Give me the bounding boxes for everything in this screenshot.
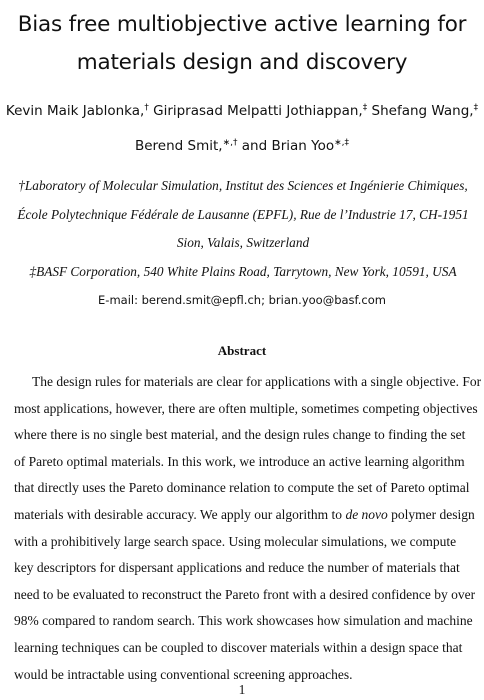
affiliation-mark: ‡ bbox=[473, 103, 479, 113]
abstract-emphasis: de novo bbox=[345, 506, 388, 522]
abstract-text: polymer design bbox=[387, 506, 475, 522]
abstract-line: with a prohibitively large search space. Using molecular simulations, we compute bbox=[14, 533, 457, 549]
abstract-line: learning techniques can be coupled to discover materials within a design space that bbox=[14, 639, 463, 655]
author-line-1 bbox=[0, 94, 484, 129]
author-list bbox=[0, 94, 484, 164]
abstract-line: key descriptors for dispersant applications and reduce the number of materials that bbox=[14, 560, 460, 576]
abstract-body bbox=[14, 369, 482, 688]
affiliation-mark: ∗,‡ bbox=[334, 138, 350, 148]
affiliation-basf: ‡BASF Corporation, 540 White Plains Road, Tarrytown, New York, 10591, USA bbox=[29, 263, 457, 279]
abstract-line: 98% compared to random search. This work showcases how simulation and machine bbox=[14, 613, 473, 629]
abstract-line: where there is no single best material, and the design rules change to finding the set bbox=[14, 427, 466, 443]
abstract-line bbox=[14, 502, 475, 529]
affiliation-mark: ‡ bbox=[362, 103, 368, 113]
affiliation-mark: ∗,† bbox=[222, 138, 238, 148]
author-name: and Brian Yoo bbox=[237, 138, 335, 154]
abstract-line: that directly uses the Pareto dominance relation to compute the set of Pareto optimal bbox=[14, 480, 470, 496]
abstract-line: most applications, however, there are often multiple, sometimes competing objectives bbox=[14, 400, 478, 416]
author-name: Shefang Wang, bbox=[367, 103, 474, 119]
page-number: 1 bbox=[238, 682, 246, 697]
affiliation-mark: † bbox=[144, 103, 149, 113]
contact-email: E-mail: berend.smit@epfl.ch; brian.yoo@basf.com bbox=[98, 293, 386, 307]
abstract-line: The design rules for materials are clear for applications with a single objective. For bbox=[32, 374, 482, 389]
abstract-line: of Pareto optimal materials. In this work, we introduce an active learning algorithm bbox=[14, 453, 465, 469]
author-name: Berend Smit, bbox=[134, 138, 223, 154]
affiliations bbox=[6, 172, 480, 286]
abstract-heading: Abstract bbox=[217, 343, 267, 358]
affiliation-epfl: †Laboratory of Molecular Simulation, Institut des Sciences et Ingénierie Chimiques, École Polytechnique Fédérale de Lausanne (EPFL), Rue de l’Industrie 17, CH-1951 Sion, Valais, Switzerland bbox=[17, 178, 469, 250]
author-name: Giriprasad Melpatti Jothiappan, bbox=[148, 103, 363, 119]
author-name: Kevin Maik Jablonka, bbox=[5, 103, 145, 119]
abstract-line: need to be evaluated to reconstruct the Pareto front with a desired confidence by over bbox=[14, 586, 476, 602]
abstract-line: would be intractable using conventional screening approaches. bbox=[14, 666, 353, 682]
paper-title bbox=[0, 6, 484, 82]
author-line-2 bbox=[0, 129, 484, 164]
abstract-text: materials with desirable accuracy. We apply our algorithm to bbox=[14, 506, 346, 522]
title-line-2: materials design and discovery bbox=[76, 50, 408, 75]
title-line-1: Bias free multiobjective active learning for bbox=[17, 12, 467, 37]
